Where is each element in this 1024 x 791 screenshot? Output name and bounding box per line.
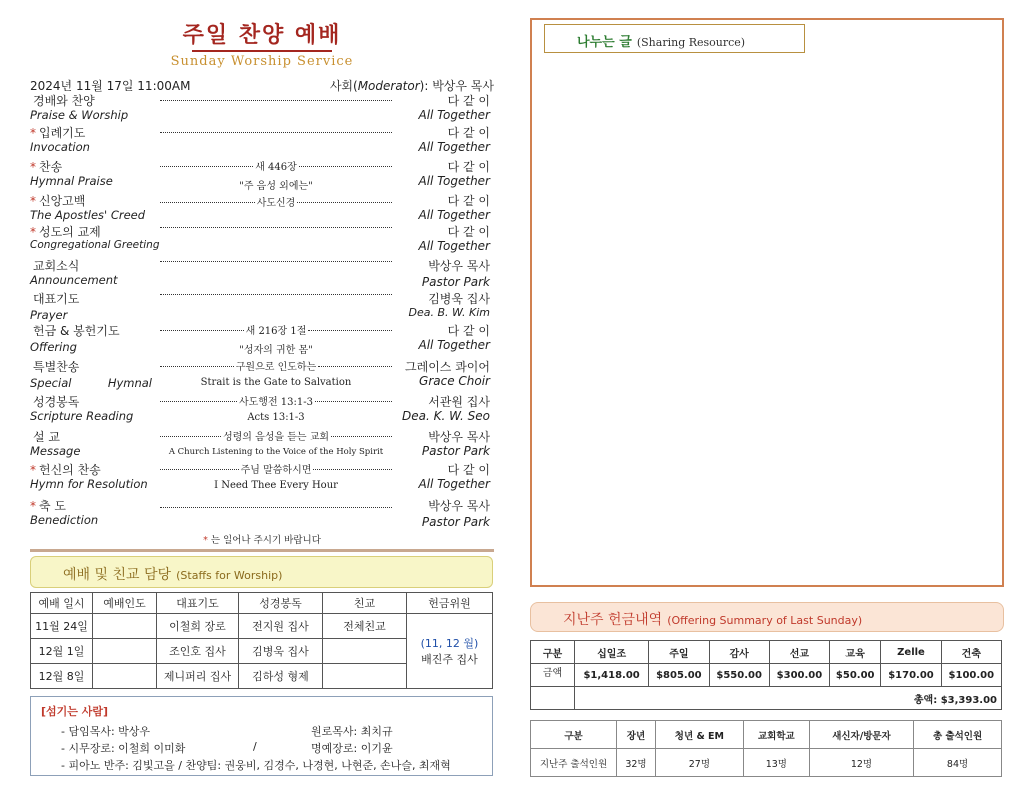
standing-note: * 는 일어나 주시기 바랍니다 <box>203 535 321 546</box>
order-item-kor: * 헌신의 찬송 <box>30 463 101 477</box>
staff-title-eng: (Staffs for Worship) <box>176 569 283 582</box>
order-item-kor: 특별찬송 <box>33 360 80 374</box>
servers-line: - 시무장로: 이철희 이미화 / 명예장로: 이기윤 <box>61 740 393 755</box>
order-item-leader-eng: Pastor Park <box>421 444 490 458</box>
order-item <box>30 461 494 495</box>
order-item-leader-eng: Pastor Park <box>421 515 490 529</box>
order-item-detail: 주님 말씀하시면 I Need Thee Every Hour <box>160 461 392 491</box>
order-item <box>30 257 494 291</box>
worship-order-section <box>30 18 494 772</box>
order-item-leader-kor: 다 같 이 <box>447 160 490 174</box>
service-date: 2024년 11월 17일 11:00AM <box>30 79 191 93</box>
order-item-kor: * 성도의 교제 <box>30 225 101 239</box>
order-item-kor: 성경봉독 <box>33 395 80 409</box>
offering-title-kor: 지난주 헌금내역 <box>563 612 663 628</box>
order-item <box>30 290 494 324</box>
order-item-leader-eng: All Together <box>418 108 490 122</box>
offering-summary-header <box>530 602 1004 632</box>
order-item-detail <box>160 259 392 262</box>
servers-line: - 피아노 반주: 김빛고을 / 찬양팀: 권웅비, 김경수, 나경현, 나현준, 손나슬, 최재혁 <box>61 759 451 772</box>
order-item-eng: Offering <box>30 340 77 354</box>
order-item-detail: 구원으로 인도하는 Strait is the Gate to Salvation <box>160 358 392 388</box>
order-item <box>30 92 494 126</box>
table-row: 금액 $1,418.00 $805.00 $550.00 $300.00 $50.00 $170.00 $100.00 <box>531 664 1002 687</box>
order-item-kor: * 입례기도 <box>30 126 86 140</box>
sharing-title-kor: 나누는 글 <box>577 35 632 50</box>
order-item <box>30 393 494 427</box>
order-item <box>30 192 494 226</box>
order-item-detail: 새 216장 1절 "성자의 귀한 몸" <box>160 322 392 356</box>
offering-total: 총액: $3,393.00 <box>575 687 1002 710</box>
order-item-leader-kor: 다 같 이 <box>447 324 490 338</box>
title-underline <box>192 50 332 52</box>
table-row: 12월 1일 조인호 집사 김병욱 집사 <box>31 639 493 664</box>
staff-section-header <box>30 556 493 588</box>
order-item-leader-kor: 다 같 이 <box>447 94 490 108</box>
order-item-detail: 사도행전 13:1-3 Acts 13:1-3 <box>160 393 392 423</box>
order-item-leader-kor: 다 같 이 <box>447 126 490 140</box>
order-item-eng: Prayer <box>30 308 68 322</box>
order-item-detail <box>160 130 392 133</box>
order-item-detail: 사도신경 <box>160 194 392 209</box>
order-item-eng: Benediction <box>30 513 99 527</box>
servers-line: - 담임목사: 박상우 원로목사: 최치규 <box>61 725 393 738</box>
order-item <box>30 124 494 158</box>
order-item-eng: Hymnal Praise <box>30 174 113 188</box>
page-title: 주일 찬양 예배 <box>182 23 342 48</box>
order-item-eng: Hymn for Resolution <box>30 477 148 491</box>
order-item-kor: * 찬송 <box>30 160 63 174</box>
order-item-eng: Praise & Worship <box>30 108 129 122</box>
attendance-table <box>530 720 1002 777</box>
order-item-kor: 교회소식 <box>33 259 80 273</box>
order-item-eng: The Apostles' Creed <box>30 208 146 222</box>
servers-box <box>30 696 493 776</box>
order-item-kor: 설 교 <box>33 430 60 444</box>
order-item-eng: Invocation <box>30 140 90 154</box>
order-item-kor: * 축 도 <box>30 499 66 513</box>
order-item-leader-kor: 다 같 이 <box>447 225 490 239</box>
order-item-leader-eng: All Together <box>418 174 490 188</box>
offering-title-eng: (Offering Summary of Last Sunday) <box>667 614 863 627</box>
table-header-row: 예배 일시 예배인도 대표기도 성경봉독 친교 헌금위원 <box>31 593 493 614</box>
order-item-eng: Special Hymnal <box>30 376 152 390</box>
order-item <box>30 322 494 356</box>
order-item-eng: Congregational Greeting <box>30 239 160 251</box>
offering-summary-table <box>530 640 1002 710</box>
order-item <box>30 223 494 257</box>
order-item-leader-kor: 박상우 목사 <box>428 259 490 273</box>
order-item-leader-eng: Dea. K. W. Seo <box>402 409 490 423</box>
order-item-leader-kor: 박상우 목사 <box>428 430 490 444</box>
order-item-detail <box>160 225 392 228</box>
order-item-leader-kor: 서관원 집사 <box>428 395 490 409</box>
page-subtitle: Sunday Worship Service <box>170 54 354 69</box>
order-item-eng: Announcement <box>30 273 118 287</box>
order-item-detail <box>160 98 392 101</box>
order-item-leader-kor: 김병욱 집사 <box>428 292 490 306</box>
table-header-row: 구분 장년 청년 & EM 교회학교 새신자/방문자 총 출석인원 <box>531 721 1002 749</box>
order-item-leader-eng: All Together <box>418 208 490 222</box>
sharing-header <box>544 24 805 53</box>
order-item <box>30 428 494 462</box>
servers-title: [섬기는 사람] <box>41 705 109 718</box>
order-item-detail: 새 446장 "주 음성 외에는" <box>160 158 392 192</box>
order-item-kor: 대표기도 <box>33 292 80 306</box>
staff-table <box>30 592 493 689</box>
table-header-row: 구분 십일조 주일 감사 선교 교육 Zelle 건축 <box>531 641 1002 664</box>
order-item-leader-eng: All Together <box>418 338 490 352</box>
order-item-detail <box>160 292 392 295</box>
staff-title-kor: 예배 및 친교 담당 <box>63 567 172 583</box>
table-row: 지난주 출석인원 32명 27명 13명 12명 84명 <box>531 749 1002 777</box>
order-item-leader-eng: Grace Choir <box>419 374 490 388</box>
order-item <box>30 358 494 392</box>
order-item-leader-eng: All Together <box>418 140 490 154</box>
order-item-leader-kor: 그레이스 콰이어 <box>405 360 490 374</box>
moderator: 사회(Moderator): 박상우 목사 <box>329 79 494 93</box>
order-item-kor: * 신앙고백 <box>30 194 86 208</box>
section-divider <box>30 549 494 552</box>
order-item-kor: 헌금 & 봉헌기도 <box>33 324 120 338</box>
order-item-leader-eng: Dea. B. W. Kim <box>408 306 490 319</box>
order-item-detail: 성령의 음성을 듣는 교회 A Church Listening to the Voice of the Holy Spirit <box>160 428 392 457</box>
table-row: 12월 8일 제니퍼리 집사 김하성 형제 <box>31 664 493 689</box>
order-item-leader-eng: All Together <box>418 477 490 491</box>
order-item-leader-eng: All Together <box>418 239 490 253</box>
sharing-title-eng: (Sharing Resource) <box>636 36 746 49</box>
table-row <box>531 687 1002 710</box>
order-item <box>30 497 494 531</box>
order-item-leader-kor: 박상우 목사 <box>428 499 490 513</box>
order-item-eng: Scripture Reading <box>30 409 134 423</box>
order-item-eng: Message <box>30 444 81 458</box>
order-item-detail <box>160 505 392 508</box>
order-item-kor: 경배와 찬양 <box>33 94 95 108</box>
sharing-resource-box <box>530 18 1004 587</box>
offering-committee-cell: (11, 12 월) 배진주 집사 <box>407 614 493 689</box>
order-item-leader-kor: 다 같 이 <box>447 463 490 477</box>
order-item-leader-kor: 다 같 이 <box>447 194 490 208</box>
table-row: 11월 24일 이철희 장로 전지원 집사 전체친교 (11, 12 월) 배진주 집사 <box>31 614 493 639</box>
order-item <box>30 158 494 192</box>
order-item-leader-eng: Pastor Park <box>421 275 490 289</box>
